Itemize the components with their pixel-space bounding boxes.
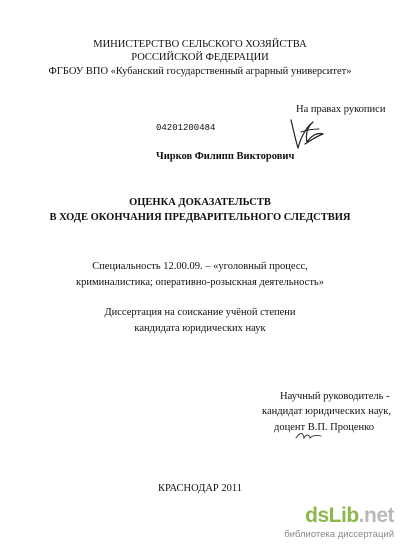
supervisor-line-1: Научный руководитель - xyxy=(280,391,390,402)
supervisor-line-3: доцент В.П. Проценко xyxy=(274,422,374,433)
ministry-line-1: МИНИСТЕРСТВО СЕЛЬСКОГО ХОЗЯЙСТВА xyxy=(93,39,307,50)
degree-line-2: кандидата юридических наук xyxy=(134,323,266,334)
supervisor-signature-icon xyxy=(294,429,324,443)
place-and-year: КРАСНОДАР 2011 xyxy=(157,483,243,494)
manuscript-note: На правах рукописи xyxy=(296,104,386,115)
supervisor-line-2: кандидат юридических наук, xyxy=(262,406,391,417)
ministry-line-2: РОССИЙСКОЙ ФЕДЕРАЦИИ xyxy=(131,52,269,63)
watermark-logo-dot: .net xyxy=(358,504,394,527)
university-name: ФГБОУ ВПО «Кубанский государственный аграрный университет» xyxy=(48,66,352,77)
specialty-line-1: Специальность 12.00.09. – «уголовный процесс, xyxy=(92,261,308,272)
watermark-logo xyxy=(305,504,394,528)
author-name: Чирков Филипп Викторович xyxy=(156,151,295,162)
author-signature-icon xyxy=(283,114,329,154)
specialty-line-2: криминалистика; оперативно-розыскная деятельность» xyxy=(76,277,324,288)
title-line-1: ОЦЕНКА ДОКАЗАТЕЛЬСТВ xyxy=(129,197,271,208)
title-line-2: В ХОДЕ ОКОНЧАНИЯ ПРЕДВАРИТЕЛЬНОГО СЛЕДСТВИЯ xyxy=(49,212,351,223)
watermark xyxy=(284,504,394,544)
watermark-subtitle: библиотека диссертаций xyxy=(284,529,394,540)
registry-number: 04201200484 xyxy=(156,123,216,133)
watermark-logo-main: dsLib xyxy=(305,504,359,527)
degree-line-1: Диссертация на соискание учёной степени xyxy=(104,307,296,318)
